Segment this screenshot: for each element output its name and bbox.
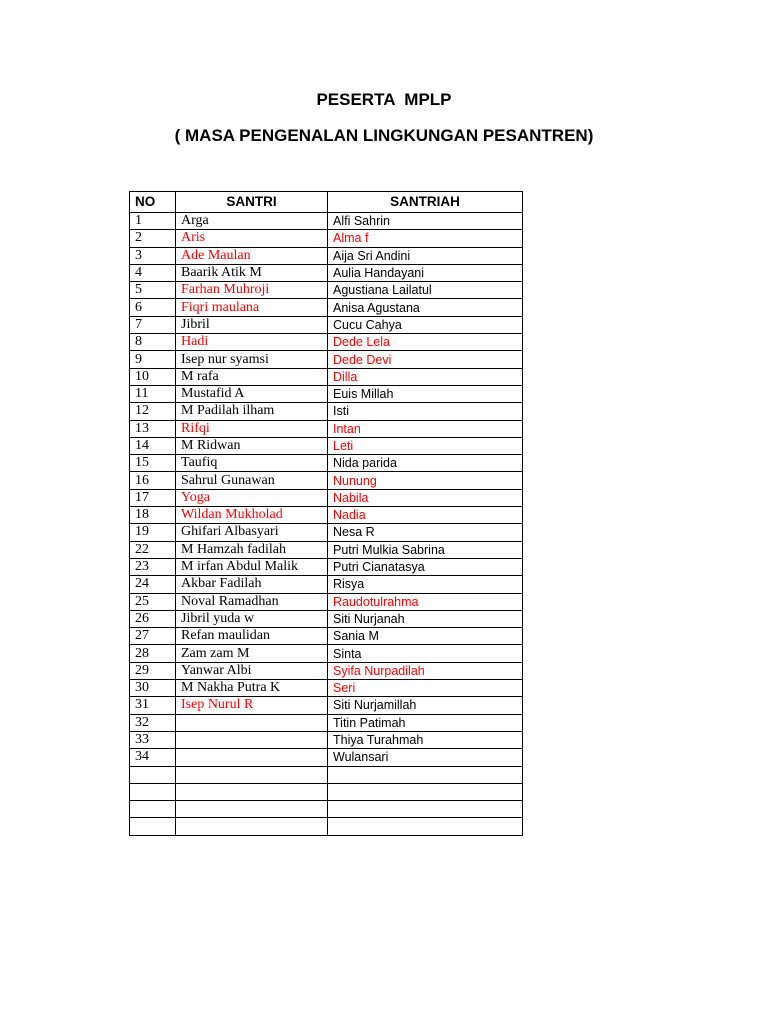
cell-no: 13 — [130, 420, 176, 437]
table-header-row — [130, 192, 523, 213]
cell-santri: Zam zam M — [176, 645, 328, 662]
cell-santri: Yoga — [176, 489, 328, 506]
table-row — [130, 541, 523, 558]
cell-santri — [176, 801, 328, 818]
column-header-santri: SANTRI — [176, 192, 328, 213]
cell-santri: Fiqri maulana — [176, 299, 328, 316]
cell-santri: Farhan Muhroji — [176, 282, 328, 299]
cell-no: 2 — [130, 230, 176, 247]
cell-no: 29 — [130, 662, 176, 679]
cell-no: 25 — [130, 593, 176, 610]
cell-santriah: Nadia — [328, 507, 523, 524]
cell-santri: M Ridwan — [176, 437, 328, 454]
cell-santriah: Seri — [328, 680, 523, 697]
cell-santri: Mustafid A — [176, 385, 328, 402]
cell-santriah: Syifa Nurpadilah — [328, 662, 523, 679]
cell-no: 33 — [130, 731, 176, 748]
cell-santriah: Risya — [328, 576, 523, 593]
table-row — [130, 472, 523, 489]
table-row — [130, 593, 523, 610]
table-row — [130, 213, 523, 230]
table-row — [130, 455, 523, 472]
cell-santri: M irfan Abdul Malik — [176, 558, 328, 575]
cell-santriah: Nesa R — [328, 524, 523, 541]
cell-no: 12 — [130, 403, 176, 420]
cell-santriah: Raudotulrahma — [328, 593, 523, 610]
cell-santri: Wildan Mukholad — [176, 507, 328, 524]
cell-santriah: Nabila — [328, 489, 523, 506]
cell-no: 18 — [130, 507, 176, 524]
table-row — [130, 766, 523, 783]
cell-santri: Baarik Atik M — [176, 264, 328, 281]
cell-no: 14 — [130, 437, 176, 454]
table-row — [130, 524, 523, 541]
table-body — [130, 213, 523, 836]
cell-santriah: Alma f — [328, 230, 523, 247]
cell-santri — [176, 749, 328, 766]
cell-santriah: Leti — [328, 437, 523, 454]
cell-santri: Noval Ramadhan — [176, 593, 328, 610]
cell-santriah — [328, 818, 523, 835]
cell-no: 22 — [130, 541, 176, 558]
cell-no: 11 — [130, 385, 176, 402]
cell-santriah: Siti Nurjamillah — [328, 697, 523, 714]
cell-santri: Jibril — [176, 316, 328, 333]
cell-no — [130, 801, 176, 818]
cell-no: 26 — [130, 610, 176, 627]
cell-santri: M Padilah ilham — [176, 403, 328, 420]
cell-santriah: Nida parida — [328, 455, 523, 472]
cell-santriah: Titin Patimah — [328, 714, 523, 731]
cell-no: 10 — [130, 368, 176, 385]
cell-santri — [176, 783, 328, 800]
cell-no: 8 — [130, 334, 176, 351]
cell-santriah: Putri Cianatasya — [328, 558, 523, 575]
cell-no: 24 — [130, 576, 176, 593]
cell-santri: Rifqi — [176, 420, 328, 437]
table-row — [130, 714, 523, 731]
cell-santriah: Euis Millah — [328, 385, 523, 402]
cell-santriah: Dilla — [328, 368, 523, 385]
cell-santri — [176, 818, 328, 835]
cell-santriah — [328, 801, 523, 818]
column-header-santriah: SANTRIAH — [328, 192, 523, 213]
cell-santriah: Sinta — [328, 645, 523, 662]
table-row — [130, 645, 523, 662]
cell-santri: Ade Maulan — [176, 247, 328, 264]
cell-no: 19 — [130, 524, 176, 541]
cell-no: 4 — [130, 264, 176, 281]
cell-no: 27 — [130, 628, 176, 645]
cell-no: 15 — [130, 455, 176, 472]
cell-santriah: Intan — [328, 420, 523, 437]
cell-santriah: Putri Mulkia Sabrina — [328, 541, 523, 558]
cell-santriah: Dede Devi — [328, 351, 523, 368]
cell-no: 34 — [130, 749, 176, 766]
table-row — [130, 749, 523, 766]
cell-no — [130, 766, 176, 783]
cell-santriah: Alfi Sahrin — [328, 213, 523, 230]
cell-santri: Isep nur syamsi — [176, 351, 328, 368]
cell-santri: Yanwar Albi — [176, 662, 328, 679]
cell-santriah — [328, 766, 523, 783]
cell-santri: Taufiq — [176, 455, 328, 472]
cell-santriah: Thiya Turahmah — [328, 731, 523, 748]
cell-santri — [176, 731, 328, 748]
table-row — [130, 282, 523, 299]
table-row — [130, 368, 523, 385]
table-row — [130, 731, 523, 748]
cell-no: 28 — [130, 645, 176, 662]
cell-no: 31 — [130, 697, 176, 714]
cell-no: 1 — [130, 213, 176, 230]
document-subtitle: ( MASA PENGENALAN LINGKUNGAN PESANTREN) — [174, 126, 594, 145]
cell-no — [130, 818, 176, 835]
cell-santri: M Nakha Putra K — [176, 680, 328, 697]
table-row — [130, 680, 523, 697]
table-row — [130, 489, 523, 506]
cell-santriah: Aulia Handayani — [328, 264, 523, 281]
cell-no: 16 — [130, 472, 176, 489]
table-row — [130, 662, 523, 679]
cell-no: 23 — [130, 558, 176, 575]
cell-santri: M Hamzah fadilah — [176, 541, 328, 558]
cell-no: 32 — [130, 714, 176, 731]
table-row — [130, 299, 523, 316]
cell-no: 9 — [130, 351, 176, 368]
table-row — [130, 576, 523, 593]
cell-santriah: Anisa Agustana — [328, 299, 523, 316]
table-row — [130, 783, 523, 800]
cell-santri — [176, 766, 328, 783]
table-row — [130, 507, 523, 524]
cell-santriah: Wulansari — [328, 749, 523, 766]
column-header-no: NO — [130, 192, 176, 213]
table-row — [130, 403, 523, 420]
cell-no: 7 — [130, 316, 176, 333]
table-row — [130, 558, 523, 575]
cell-santri: Sahrul Gunawan — [176, 472, 328, 489]
cell-santri — [176, 714, 328, 731]
cell-santri: Akbar Fadilah — [176, 576, 328, 593]
table-row — [130, 420, 523, 437]
cell-no: 30 — [130, 680, 176, 697]
cell-santriah: Siti Nurjanah — [328, 610, 523, 627]
document-title: PESERTA MPLP — [316, 90, 452, 109]
cell-santriah: Sania M — [328, 628, 523, 645]
cell-no: 6 — [130, 299, 176, 316]
cell-santriah: Isti — [328, 403, 523, 420]
table-row — [130, 437, 523, 454]
table-row — [130, 247, 523, 264]
table-row — [130, 351, 523, 368]
table-row — [130, 230, 523, 247]
cell-santri: Jibril yuda w — [176, 610, 328, 627]
cell-santri: Ghifari Albasyari — [176, 524, 328, 541]
cell-santriah: Nunung — [328, 472, 523, 489]
participant-table — [129, 191, 523, 836]
table-row — [130, 628, 523, 645]
cell-santriah: Cucu Cahya — [328, 316, 523, 333]
cell-no — [130, 783, 176, 800]
cell-no: 5 — [130, 282, 176, 299]
table-row — [130, 264, 523, 281]
table-row — [130, 801, 523, 818]
cell-santri: Hadi — [176, 334, 328, 351]
cell-santriah: Dede Lela — [328, 334, 523, 351]
cell-santriah: Aija Sri Andini — [328, 247, 523, 264]
table-row — [130, 334, 523, 351]
cell-santriah: Agustiana Lailatul — [328, 282, 523, 299]
cell-santri: Refan maulidan — [176, 628, 328, 645]
table-row — [130, 316, 523, 333]
table-row — [130, 385, 523, 402]
cell-santriah — [328, 783, 523, 800]
table-row — [130, 818, 523, 835]
cell-santri: M rafa — [176, 368, 328, 385]
cell-no: 17 — [130, 489, 176, 506]
cell-santri: Isep Nurul R — [176, 697, 328, 714]
cell-santri: Aris — [176, 230, 328, 247]
table-row — [130, 697, 523, 714]
cell-no: 3 — [130, 247, 176, 264]
table-row — [130, 610, 523, 627]
cell-santri: Arga — [176, 213, 328, 230]
